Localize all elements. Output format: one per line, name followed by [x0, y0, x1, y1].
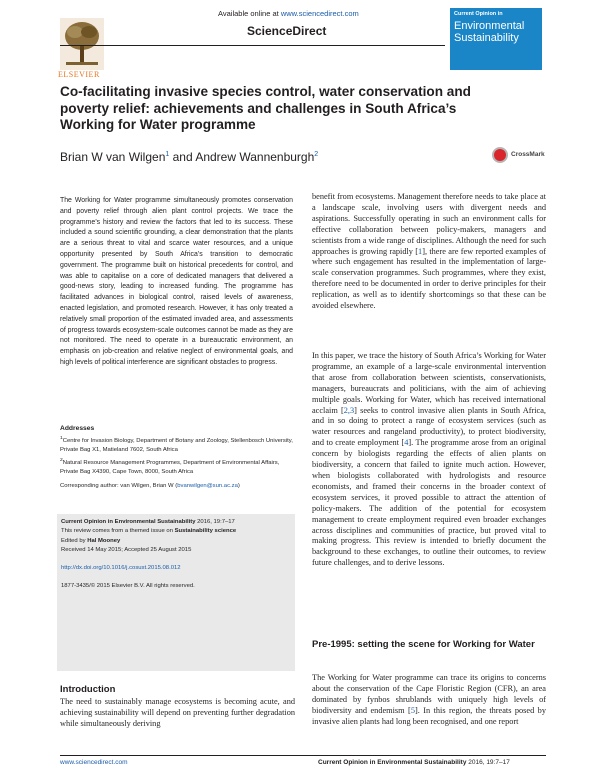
received-line: Received 14 May 2015; Accepted 25 August 2015: [61, 546, 192, 553]
editor-line: Edited by Hal Mooney: [61, 537, 121, 544]
author-line: Brian W van Wilgen$^1$ and Andrew Wannenburgh$^2$: [60, 150, 319, 164]
citation-line: Current Opinion in Environmental Sustainability 2016, 19:7–17: [61, 519, 235, 525]
journal-cover-line2: Environmental Sustainability: [454, 20, 525, 44]
theme-line: This review comes from a themed issue on Sustainability science: [61, 528, 237, 535]
reference-link[interactable]: 5: [410, 705, 415, 715]
sciencedirect-link[interactable]: www.sciencedirect.com: [280, 9, 359, 18]
address-2: $^2$Natural Resource Management Programmes, Department of Environmental Affairs, Private Bag X4390, Cape Town, 8000, South Africa: [60, 457, 280, 475]
article-title: Co-facilitating invasive species control, water conservation and poverty relief: achievements and challenges in South Africa’s Working for Water programme: [60, 84, 471, 132]
footer-divider: [60, 755, 546, 756]
crossmark-icon: [492, 147, 508, 163]
corresponding-author: Corresponding author: van Wilgen, Brian W (bvanwilgen@sun.ac.za): [60, 483, 240, 489]
introduction-heading: Introduction: [60, 684, 116, 695]
body-paragraph-1: benefit from ecosystems. Management therefore needs to take place at a landscape scale, involving users with divergent needs and aspirations. Successfully operating in such an environment calls for effective collaboration between policy-makers, managers and scientists from a wide range of disciplines. Although the need for such approaches is growing rapidly [1], there are few reported examples of where such engagement has resulted in the implementation of large-scale conservation programmes. Such programmes, where they exist, therefore need to be documented in order to derive principles for their replication, as well as to identify shortcomings so that these can be avoided elsewhere.: [312, 192, 546, 311]
sciencedirect-brand: ScienceDirect: [247, 24, 327, 38]
availability-line: Available online at www.sciencedirect.com: [218, 9, 359, 18]
introduction-text: The need to sustainably manage ecosystems is becoming acute, and achieving sustainability will depend on preventing further degradation while simultaneously deriving: [60, 697, 295, 728]
publisher-name: ELSEVIER: [58, 70, 100, 79]
journal-cover: [450, 8, 542, 70]
author-1: Brian W van Wilgen: [60, 150, 166, 164]
body-paragraph-3: The Working for Water programme can trace its origins to concerns about the conservation of the Cape Floristic Region (CFR), an area dominated by fynbos shrublands with uniquely high levels of biodiversity and endemism [5]. In this region, the threats posed by invasive alien plants had long been recognised, and one report: [312, 673, 546, 726]
reference-link[interactable]: 4: [404, 438, 409, 448]
doi-link[interactable]: http://dx.doi.org/10.1016/j.cosust.2015.08.012: [61, 565, 181, 572]
journal-cover-line1: Current Opinion in: [454, 11, 503, 17]
abstract: The Working for Water programme simultaneously promotes conservation and poverty relief through alien plant control projects. We trace the programme’s history and review the factors that led to its success. These included a sound scientific grounding, a clear demonstration that the plants are a serious threat to vital and scarce water resources, and a unique opportunity presented by South Africa’s transition to democratic government. The programme built on historical precedents for control, and was able to capitalise on a core of dedicated managers that delivered a good-news story, leading to increased funding. The programme has facilitated advances in biological control, raised levels of awareness, enacted legislation, and promoted research. However, it has only treated a relatively small proportion of the estimated invaded area, and assessments of progress towards ecosystem-scale outcomes cannot be made as they are not monitored. The need to operate in a bureaucratic environment, an emphasis on job-creation and relative neglect of environmental goals, and high levels of political interference are significant obstacles to progress.: [60, 197, 293, 366]
body-paragraph-2: In this paper, we trace the history of South Africa’s Working for Water programme, an example of a large-scale environmental intervention that arose from collaboration between scientists, conservationists, managers, bureaucrats and politicians, with the aim of achieving multiple goals. Working for Water, which has received international acclaim [2,3] seeks to control invasive alien plants in South Africa, and in so doing to protect a range of ecosystem services (such as water resources and rangeland productivity), to protect biodiversity, and to create employment [4]. The programme arose from an original concern by biologists regarding the effects of alien plants on biodiversity, a concern that failed to ignite much action. However, when biologists collaborated with hydrologists and resource economists, and framed their concerns in the broader context of ecosystem services, it proved possible to attract the attention of policy-makers. The addition of the potential for ecosystem management to create employment required even broader exchanges across disciplines and communities of practice, but proved vital to making progress. This review is intended to briefly document the background to these exchanges, to outline their outcomes, to review future challenges, and to derive lessons.: [312, 351, 546, 568]
issn-line: 1877-3435/© 2015 Elsevier B.V. All rights reserved.: [61, 583, 195, 590]
address-1: $^1$Centre for Invasion Biology, Department of Botany and Zoology, Stellenbosch University, Private Bag X1, Matieland 7602, South Africa: [60, 436, 293, 454]
addresses-heading: Addresses: [60, 425, 95, 432]
footer-citation: Current Opinion in Environmental Sustainability 2016, 19:7–17: [318, 759, 510, 766]
footer-url[interactable]: www.sciencedirect.com: [60, 759, 128, 766]
reference-link[interactable]: 2,3: [343, 405, 355, 415]
reference-link[interactable]: 1: [418, 246, 423, 256]
page-header: [0, 0, 600, 84]
addresses: [60, 434, 295, 477]
crossmark-label: CrossMark: [511, 151, 545, 158]
author-email-link[interactable]: bvanwilgen@sun.ac.za: [177, 483, 238, 489]
author-2: Andrew Wannenburgh: [195, 150, 315, 164]
article-info-box: [57, 514, 295, 671]
author-2-affiliation[interactable]: 2: [314, 151, 319, 158]
elsevier-tree-logo: [60, 18, 104, 70]
header-divider: [60, 45, 445, 46]
section-heading: Pre-1995: setting the scene for Working for Water: [312, 639, 535, 650]
author-1-affiliation[interactable]: 1: [165, 151, 170, 158]
crossmark-badge[interactable]: [492, 147, 552, 165]
